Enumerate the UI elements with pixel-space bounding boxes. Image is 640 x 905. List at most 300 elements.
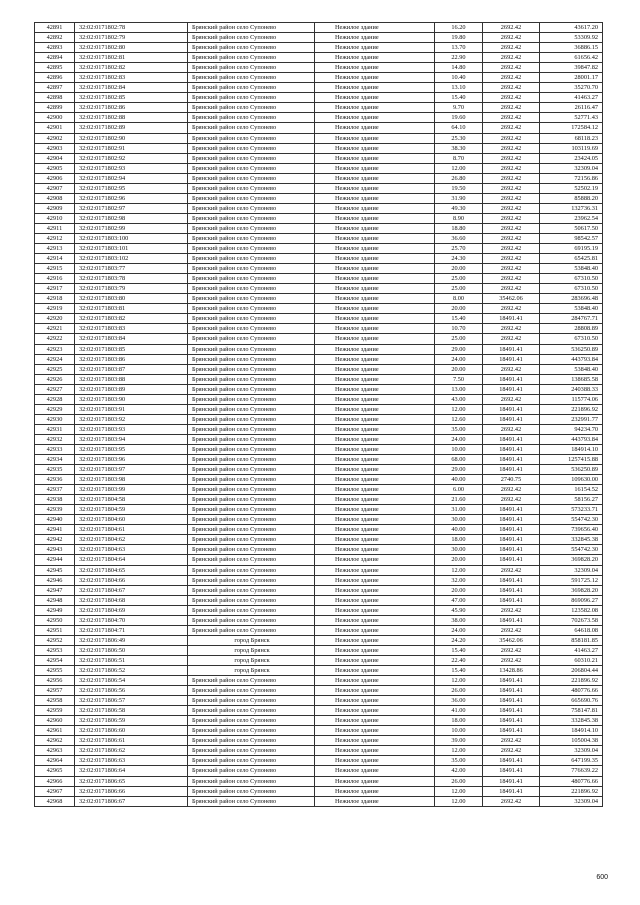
row-number-cell: 42962 (35, 736, 75, 746)
object-type-cell: Нежилое здание (315, 565, 435, 575)
row-number-cell: 42968 (35, 796, 75, 806)
area-cell: 12.00 (435, 796, 483, 806)
row-number-cell: 42935 (35, 465, 75, 475)
rate-cell: 18491.41 (483, 615, 540, 625)
cadastral-number-cell: 32:02:0171804:65 (75, 565, 188, 575)
value-cell: 283696.48 (540, 294, 603, 304)
cadastral-number-cell: 32:02:0171806:49 (75, 635, 188, 645)
value-cell: 115774.06 (540, 394, 603, 404)
rate-cell: 18491.41 (483, 465, 540, 475)
table-row (35, 173, 603, 183)
value-cell: 443793.84 (540, 434, 603, 444)
cadastral-number-cell: 32:02:0171803:84 (75, 334, 188, 344)
cadastral-number-cell: 32:02:0171803:89 (75, 384, 188, 394)
object-type-cell: Нежилое здание (315, 83, 435, 93)
table-row (35, 555, 603, 565)
table-row (35, 706, 603, 716)
object-type-cell: Нежилое здание (315, 706, 435, 716)
address-cell: Брянский район село Супонево (188, 73, 315, 83)
rate-cell: 2692.42 (483, 495, 540, 505)
table-row (35, 776, 603, 786)
table-row (35, 33, 603, 43)
rate-cell: 2692.42 (483, 565, 540, 575)
table-row (35, 153, 603, 163)
rate-cell: 18491.41 (483, 766, 540, 776)
cadastral-number-cell: 32:02:0171804:69 (75, 605, 188, 615)
object-type-cell: Нежилое здание (315, 736, 435, 746)
address-cell: Брянский район село Супонево (188, 374, 315, 384)
cadastral-number-cell: 32:02:0171804:58 (75, 495, 188, 505)
object-type-cell: Нежилое здание (315, 485, 435, 495)
address-cell: Брянский район село Супонево (188, 595, 315, 605)
address-cell: Брянский район село Супонево (188, 515, 315, 525)
row-number-cell: 42927 (35, 384, 75, 394)
rate-cell: 2692.42 (483, 264, 540, 274)
address-cell: Брянский район село Супонево (188, 384, 315, 394)
document-page (34, 22, 602, 807)
cadastral-number-cell: 32:02:0171804:68 (75, 595, 188, 605)
object-type-cell: Нежилое здание (315, 495, 435, 505)
area-cell: 64.10 (435, 123, 483, 133)
row-number-cell: 42908 (35, 193, 75, 203)
table-row (35, 103, 603, 113)
area-cell: 35.00 (435, 424, 483, 434)
table-row (35, 203, 603, 213)
table-row (35, 324, 603, 334)
area-cell: 18.00 (435, 716, 483, 726)
rate-cell: 2692.42 (483, 284, 540, 294)
table-row (35, 384, 603, 394)
value-cell: 172584.12 (540, 123, 603, 133)
row-number-cell: 42959 (35, 706, 75, 716)
row-number-cell: 42955 (35, 666, 75, 676)
value-cell: 206804.44 (540, 666, 603, 676)
address-cell: Брянский район село Супонево (188, 625, 315, 635)
value-cell: 53848.40 (540, 304, 603, 314)
rate-cell: 2692.42 (483, 485, 540, 495)
rate-cell: 2692.42 (483, 254, 540, 264)
object-type-cell: Нежилое здание (315, 394, 435, 404)
object-type-cell: Нежилое здание (315, 716, 435, 726)
row-number-cell: 42901 (35, 123, 75, 133)
value-cell: 240388.33 (540, 384, 603, 394)
object-type-cell: Нежилое здание (315, 284, 435, 294)
row-number-cell: 42895 (35, 63, 75, 73)
value-cell: 58156.27 (540, 495, 603, 505)
cadastral-number-cell: 32:02:0171806:51 (75, 655, 188, 665)
table-row (35, 736, 603, 746)
cadastral-number-cell: 32:02:0171806:64 (75, 766, 188, 776)
table-row (35, 274, 603, 284)
address-cell: Брянский район село Супонево (188, 244, 315, 254)
table-row (35, 575, 603, 585)
address-cell: Брянский район село Супонево (188, 535, 315, 545)
row-number-cell: 42916 (35, 274, 75, 284)
table-row (35, 334, 603, 344)
area-cell: 8.00 (435, 294, 483, 304)
table-row (35, 83, 603, 93)
object-type-cell: Нежилое здание (315, 726, 435, 736)
object-type-cell: Нежилое здание (315, 264, 435, 274)
value-cell: 36886.15 (540, 43, 603, 53)
address-cell: Брянский район село Супонево (188, 43, 315, 53)
table-row (35, 133, 603, 143)
address-cell: Брянский район село Супонево (188, 103, 315, 113)
value-cell: 554742.30 (540, 515, 603, 525)
address-cell: Брянский район село Супонево (188, 274, 315, 284)
cadastral-number-cell: 32:02:0171802:80 (75, 43, 188, 53)
value-cell: 443793.84 (540, 354, 603, 364)
table-row (35, 635, 603, 645)
value-cell: 132736.31 (540, 203, 603, 213)
table-row (35, 756, 603, 766)
address-cell: Брянский район село Супонево (188, 254, 315, 264)
address-cell: Брянский район село Супонево (188, 223, 315, 233)
rate-cell: 18491.41 (483, 706, 540, 716)
area-cell: 10.00 (435, 444, 483, 454)
row-number-cell: 42967 (35, 786, 75, 796)
cadastral-number-cell: 32:02:0171802:83 (75, 73, 188, 83)
rate-cell: 18491.41 (483, 404, 540, 414)
area-cell: 10.40 (435, 73, 483, 83)
area-cell: 20.00 (435, 304, 483, 314)
cadastral-number-cell: 32:02:0171803:91 (75, 404, 188, 414)
area-cell: 36.60 (435, 233, 483, 243)
value-cell: 69195.19 (540, 244, 603, 254)
table-body (35, 23, 603, 807)
row-number-cell: 42945 (35, 565, 75, 575)
value-cell: 109630.00 (540, 475, 603, 485)
value-cell: 536250.89 (540, 344, 603, 354)
area-cell: 31.00 (435, 505, 483, 515)
address-cell: Брянский район село Супонево (188, 394, 315, 404)
area-cell: 24.00 (435, 434, 483, 444)
value-cell: 32309.04 (540, 565, 603, 575)
value-cell: 184914.10 (540, 726, 603, 736)
area-cell: 13.10 (435, 83, 483, 93)
row-number-cell: 42928 (35, 394, 75, 404)
area-cell: 12.00 (435, 163, 483, 173)
value-cell: 123582.08 (540, 605, 603, 615)
rate-cell: 2692.42 (483, 123, 540, 133)
address-cell: Брянский район село Супонево (188, 414, 315, 424)
address-cell: город Брянск (188, 635, 315, 645)
row-number-cell: 42934 (35, 455, 75, 465)
object-type-cell: Нежилое здание (315, 254, 435, 264)
cadastral-number-cell: 32:02:0171802:89 (75, 123, 188, 133)
rate-cell: 2692.42 (483, 183, 540, 193)
cadastral-number-cell: 32:02:0171803:79 (75, 284, 188, 294)
object-type-cell: Нежилое здание (315, 465, 435, 475)
object-type-cell: Нежилое здание (315, 545, 435, 555)
address-cell: Брянский район село Супонево (188, 53, 315, 63)
area-cell: 26.00 (435, 686, 483, 696)
rate-cell: 18491.41 (483, 414, 540, 424)
area-cell: 15.40 (435, 314, 483, 324)
area-cell: 13.00 (435, 384, 483, 394)
cadastral-number-cell: 32:02:0171802:97 (75, 203, 188, 213)
table-row (35, 786, 603, 796)
table-row (35, 163, 603, 173)
object-type-cell: Нежилое здание (315, 575, 435, 585)
row-number-cell: 42940 (35, 515, 75, 525)
area-cell: 18.80 (435, 223, 483, 233)
value-cell: 67310.50 (540, 274, 603, 284)
object-type-cell: Нежилое здание (315, 796, 435, 806)
rate-cell: 2692.42 (483, 103, 540, 113)
address-cell: Брянский район село Супонево (188, 173, 315, 183)
area-cell: 15.40 (435, 93, 483, 103)
table-row (35, 53, 603, 63)
row-number-cell: 42906 (35, 173, 75, 183)
rate-cell: 18491.41 (483, 344, 540, 354)
object-type-cell: Нежилое здание (315, 344, 435, 354)
rate-cell: 2692.42 (483, 133, 540, 143)
rate-cell: 18491.41 (483, 696, 540, 706)
rate-cell: 18491.41 (483, 525, 540, 535)
area-cell: 41.00 (435, 706, 483, 716)
table-row (35, 535, 603, 545)
object-type-cell: Нежилое здание (315, 384, 435, 394)
area-cell: 26.00 (435, 776, 483, 786)
row-number-cell: 42894 (35, 53, 75, 63)
value-cell: 39847.82 (540, 63, 603, 73)
value-cell: 67310.50 (540, 284, 603, 294)
cadastral-number-cell: 32:02:0171804:67 (75, 585, 188, 595)
object-type-cell: Нежилое здание (315, 274, 435, 284)
cadastral-number-cell: 32:02:0171803:98 (75, 475, 188, 485)
address-cell: Брянский район село Супонево (188, 565, 315, 575)
object-type-cell: Нежилое здание (315, 786, 435, 796)
area-cell: 35.00 (435, 756, 483, 766)
address-cell: Брянский район село Супонево (188, 455, 315, 465)
address-cell: Брянский район село Супонево (188, 213, 315, 223)
object-type-cell: Нежилое здание (315, 43, 435, 53)
cadastral-number-cell: 32:02:0171802:82 (75, 63, 188, 73)
address-cell: Брянский район село Супонево (188, 505, 315, 515)
address-cell: Брянский район село Супонево (188, 404, 315, 414)
area-cell: 30.00 (435, 515, 483, 525)
rate-cell: 18491.41 (483, 776, 540, 786)
cadastral-number-cell: 32:02:0171802:79 (75, 33, 188, 43)
table-row (35, 294, 603, 304)
cadastral-number-cell: 32:02:0171802:94 (75, 173, 188, 183)
cadastral-number-cell: 32:02:0171803:87 (75, 364, 188, 374)
address-cell: Брянский район село Супонево (188, 796, 315, 806)
value-cell: 50617.50 (540, 223, 603, 233)
area-cell: 26.80 (435, 173, 483, 183)
cadastral-number-cell: 32:02:0171804:70 (75, 615, 188, 625)
object-type-cell: Нежилое здание (315, 686, 435, 696)
value-cell: 98542.57 (540, 233, 603, 243)
cadastral-number-cell: 32:02:0171804:59 (75, 505, 188, 515)
cadastral-number-cell: 32:02:0171806:66 (75, 786, 188, 796)
value-cell: 869096.27 (540, 595, 603, 605)
row-number-cell: 42905 (35, 163, 75, 173)
object-type-cell: Нежилое здание (315, 113, 435, 123)
cadastral-number-cell: 32:02:0171802:92 (75, 153, 188, 163)
address-cell: Брянский район село Супонево (188, 23, 315, 33)
address-cell: Брянский район село Супонево (188, 193, 315, 203)
value-cell: 480776.66 (540, 776, 603, 786)
table-row (35, 525, 603, 535)
object-type-cell: Нежилое здание (315, 153, 435, 163)
table-row (35, 615, 603, 625)
table-row (35, 233, 603, 243)
area-cell: 31.90 (435, 193, 483, 203)
row-number-cell: 42944 (35, 555, 75, 565)
address-cell: Брянский район село Супонево (188, 153, 315, 163)
cadastral-number-cell: 32:02:0171806:52 (75, 666, 188, 676)
rate-cell: 2692.42 (483, 274, 540, 284)
object-type-cell: Нежилое здание (315, 304, 435, 314)
rate-cell: 2692.42 (483, 83, 540, 93)
table-row (35, 495, 603, 505)
row-number-cell: 42960 (35, 716, 75, 726)
cadastral-number-cell: 32:02:0171804:71 (75, 625, 188, 635)
object-type-cell: Нежилое здание (315, 324, 435, 334)
rate-cell: 2692.42 (483, 53, 540, 63)
row-number-cell: 42936 (35, 475, 75, 485)
area-cell: 20.00 (435, 585, 483, 595)
area-cell: 13.70 (435, 43, 483, 53)
row-number-cell: 42923 (35, 344, 75, 354)
cadastral-number-cell: 32:02:0171806:58 (75, 706, 188, 716)
area-cell: 16.20 (435, 23, 483, 33)
object-type-cell: Нежилое здание (315, 605, 435, 615)
object-type-cell: Нежилое здание (315, 475, 435, 485)
table-row (35, 505, 603, 515)
object-type-cell: Нежилое здание (315, 776, 435, 786)
row-number-cell: 42924 (35, 354, 75, 364)
address-cell: Брянский район село Супонево (188, 93, 315, 103)
value-cell: 23424.05 (540, 153, 603, 163)
area-cell: 30.00 (435, 545, 483, 555)
rate-cell: 2692.42 (483, 23, 540, 33)
value-cell: 43617.20 (540, 23, 603, 33)
address-cell: Брянский район село Супонево (188, 444, 315, 454)
rate-cell: 18491.41 (483, 555, 540, 565)
rate-cell: 35462.06 (483, 635, 540, 645)
row-number-cell: 42948 (35, 595, 75, 605)
address-cell: Брянский район село Супонево (188, 434, 315, 444)
row-number-cell: 42918 (35, 294, 75, 304)
area-cell: 38.00 (435, 615, 483, 625)
row-number-cell: 42956 (35, 676, 75, 686)
rate-cell: 18491.41 (483, 535, 540, 545)
cadastral-number-cell: 32:02:0171804:63 (75, 545, 188, 555)
rate-cell: 2740.75 (483, 475, 540, 485)
row-number-cell: 42941 (35, 525, 75, 535)
cadastral-number-cell: 32:02:0171803:81 (75, 304, 188, 314)
address-cell: Брянский район село Супонево (188, 63, 315, 73)
address-cell: Брянский район село Супонево (188, 495, 315, 505)
object-type-cell: Нежилое здание (315, 424, 435, 434)
value-cell: 105004.38 (540, 736, 603, 746)
area-cell: 22.40 (435, 655, 483, 665)
row-number-cell: 42958 (35, 696, 75, 706)
address-cell: Брянский район село Супонево (188, 485, 315, 495)
table-row (35, 595, 603, 605)
area-cell: 8.90 (435, 213, 483, 223)
rate-cell: 18491.41 (483, 726, 540, 736)
row-number-cell: 42902 (35, 133, 75, 143)
rate-cell: 18491.41 (483, 444, 540, 454)
row-number-cell: 42938 (35, 495, 75, 505)
value-cell: 94234.70 (540, 424, 603, 434)
value-cell: 52771.43 (540, 113, 603, 123)
cadastral-number-cell: 32:02:0171803:97 (75, 465, 188, 475)
value-cell: 32309.04 (540, 746, 603, 756)
address-cell: Брянский район село Супонево (188, 776, 315, 786)
cadastral-number-cell: 32:02:0171803:94 (75, 434, 188, 444)
address-cell: Брянский район село Супонево (188, 766, 315, 776)
value-cell: 41463.27 (540, 645, 603, 655)
rate-cell: 18491.41 (483, 434, 540, 444)
object-type-cell: Нежилое здание (315, 354, 435, 364)
row-number-cell: 42897 (35, 83, 75, 93)
cadastral-number-cell: 32:02:0171803:100 (75, 233, 188, 243)
value-cell: 184914.10 (540, 444, 603, 454)
area-cell: 22.90 (435, 53, 483, 63)
value-cell: 53848.40 (540, 264, 603, 274)
value-cell: 68118.23 (540, 133, 603, 143)
object-type-cell: Нежилое здание (315, 133, 435, 143)
object-type-cell: Нежилое здание (315, 645, 435, 655)
value-cell: 232991.77 (540, 414, 603, 424)
area-cell: 25.30 (435, 133, 483, 143)
table-row (35, 143, 603, 153)
row-number-cell: 42952 (35, 635, 75, 645)
cadastral-number-cell: 32:02:0171802:93 (75, 163, 188, 173)
cadastral-number-cell: 32:02:0171803:78 (75, 274, 188, 284)
table-row (35, 244, 603, 254)
cadastral-number-cell: 32:02:0171806:59 (75, 716, 188, 726)
row-number-cell: 42930 (35, 414, 75, 424)
rate-cell: 13428.86 (483, 666, 540, 676)
rate-cell: 2692.42 (483, 33, 540, 43)
cadastral-number-cell: 32:02:0171803:82 (75, 314, 188, 324)
rate-cell: 2692.42 (483, 746, 540, 756)
address-cell: Брянский район село Супонево (188, 545, 315, 555)
rate-cell: 2692.42 (483, 203, 540, 213)
table-row (35, 485, 603, 495)
row-number-cell: 42966 (35, 776, 75, 786)
table-row (35, 676, 603, 686)
rate-cell: 2692.42 (483, 334, 540, 344)
area-cell: 38.30 (435, 143, 483, 153)
value-cell: 23962.54 (540, 213, 603, 223)
table-row (35, 254, 603, 264)
object-type-cell: Нежилое здание (315, 525, 435, 535)
cadastral-number-cell: 32:02:0171803:101 (75, 244, 188, 254)
object-type-cell: Нежилое здание (315, 455, 435, 465)
area-cell: 12.00 (435, 565, 483, 575)
area-cell: 20.00 (435, 555, 483, 565)
address-cell: Брянский район село Супонево (188, 324, 315, 334)
object-type-cell: Нежилое здание (315, 244, 435, 254)
area-cell: 36.00 (435, 696, 483, 706)
area-cell: 10.70 (435, 324, 483, 334)
table-row (35, 264, 603, 274)
address-cell: Брянский район село Супонево (188, 123, 315, 133)
cadastral-number-cell: 32:02:0171802:90 (75, 133, 188, 143)
area-cell: 15.40 (435, 666, 483, 676)
value-cell: 26116.47 (540, 103, 603, 113)
cadastral-number-cell: 32:02:0171803:99 (75, 485, 188, 495)
row-number-cell: 42954 (35, 655, 75, 665)
area-cell: 29.00 (435, 465, 483, 475)
